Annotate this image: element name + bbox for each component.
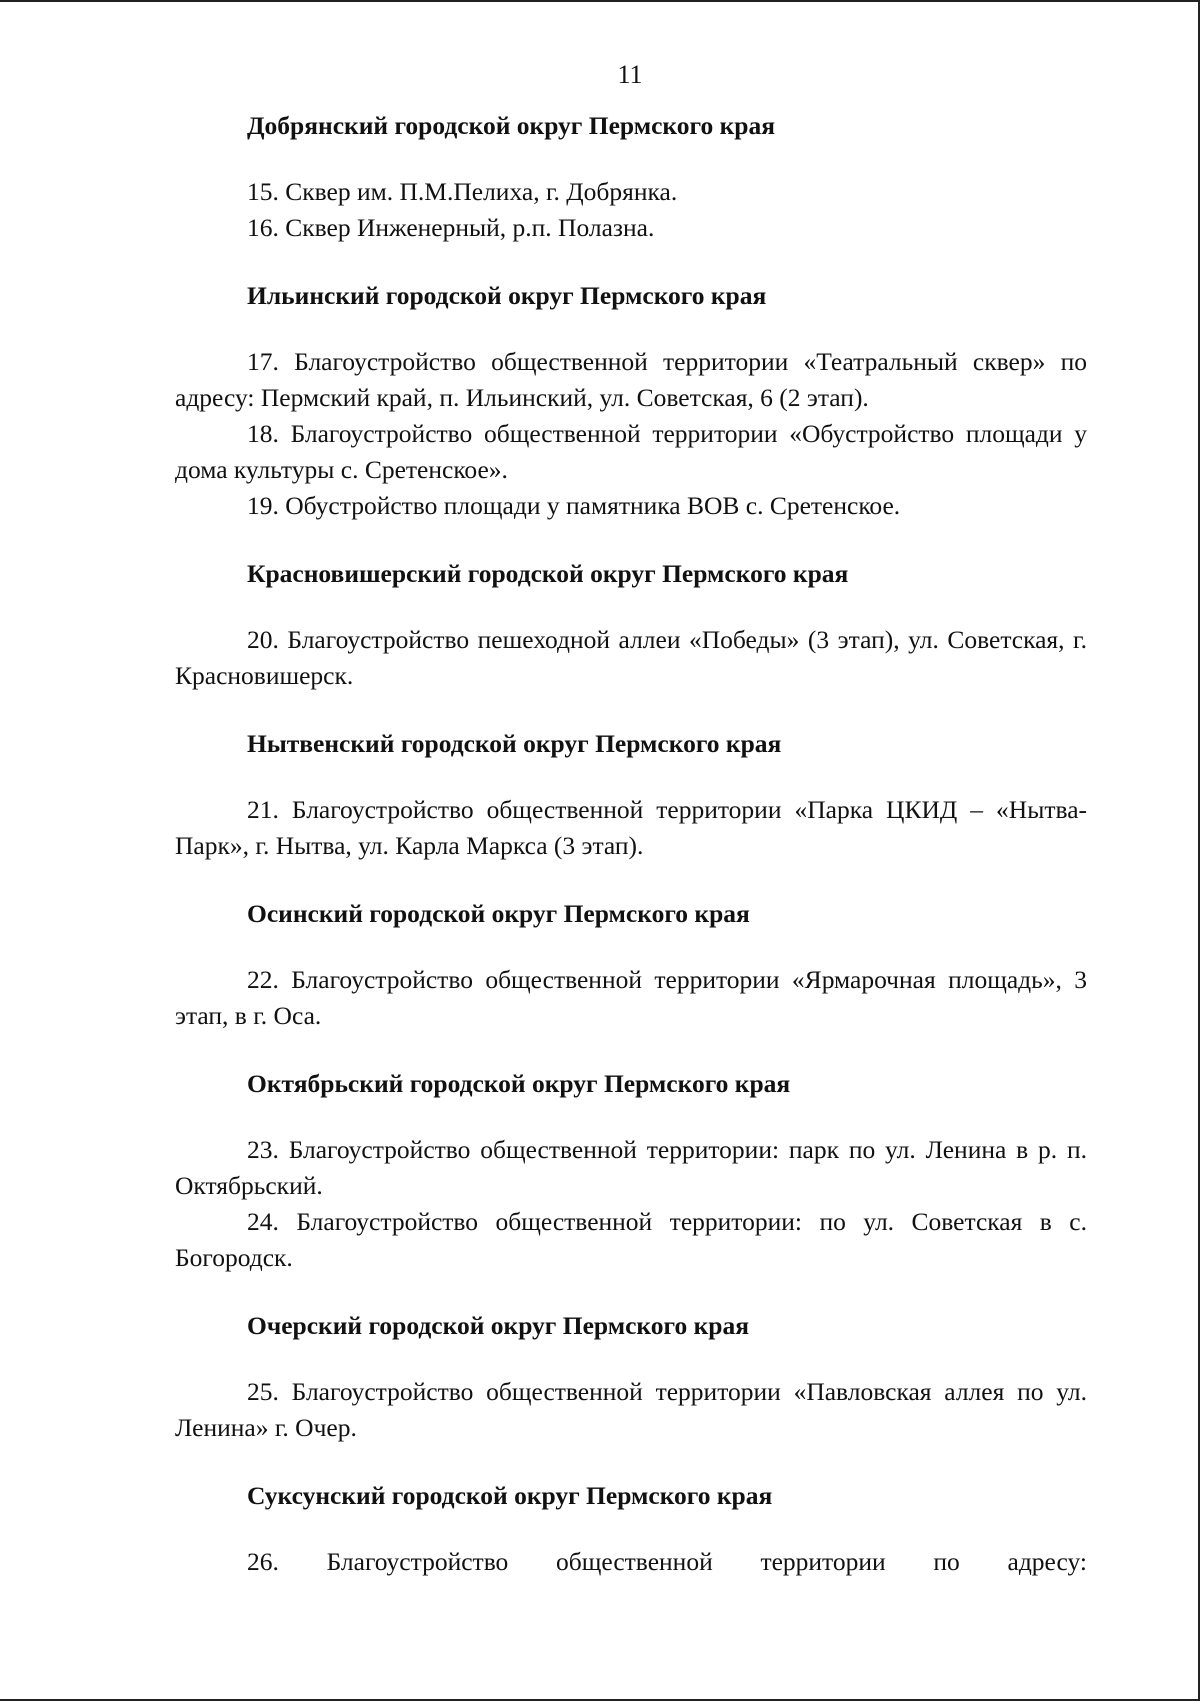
document-body: [175, 108, 1087, 1580]
list-item-16: 16. Сквер Инженерный, р.п. Полазна.: [247, 213, 655, 242]
section-heading-ochyor: Очерский городской округ Пермского края: [247, 1311, 749, 1340]
list-item-24: 24. Благоустройство общественной территории: по ул. Советская в с. Богородск.: [175, 1207, 1087, 1272]
section-heading-suksun: Суксунский городской округ Пермского края: [247, 1481, 773, 1510]
list-item-22: 22. Благоустройство общественной территории «Ярмарочная площадь», 3 этап, в г. Оса.: [175, 965, 1087, 1030]
list-item-18: 18. Благоустройство общественной территории «Обустройство площади у дома культуры с. Сретенское».: [175, 419, 1087, 484]
list-item-15: 15. Сквер им. П.М.Пелиха, г. Добрянка.: [247, 177, 678, 206]
list-item-20: 20. Благоустройство пешеходной аллеи «Победы» (3 этап), ул. Советская, г. Красновишерск.: [175, 625, 1087, 690]
page-number: 11: [617, 60, 643, 89]
section-heading-ilyinsky: Ильинский городской округ Пермского края: [247, 281, 767, 310]
list-item-19: 19. Обустройство площади у памятника ВОВ с. Сретенское.: [247, 491, 901, 520]
list-item-17: 17. Благоустройство общественной территории «Театральный сквер» по адресу: Пермский край, п. Ильинский, ул. Советская, 6 (2 этап).: [175, 347, 1087, 412]
list-item-23: 23. Благоустройство общественной территории: парк по ул. Ленина в р. п. Октябрьский.: [175, 1135, 1087, 1200]
section-heading-oktyabrsky: Октябрьский городской округ Пермского края: [247, 1069, 791, 1098]
section-heading-osa: Осинский городской округ Пермского края: [247, 899, 750, 928]
section-heading-dobryanka: Добрянский городской округ Пермского края: [247, 111, 775, 140]
list-item-21: 21. Благоустройство общественной территории «Парка ЦКИД – «Нытва-Парк», г. Нытва, ул. Карла Маркса (3 этап).: [175, 795, 1087, 860]
list-item-26: 26. Благоустройство общественной территории по адресу:: [247, 1547, 1087, 1576]
section-heading-krasnovishersk: Красновишерский городской округ Пермского края: [247, 559, 849, 588]
list-item-25: 25. Благоустройство общественной территории «Павловская аллея по ул. Ленина» г. Очер.: [175, 1377, 1087, 1442]
section-heading-nytva: Нытвенский городской округ Пермского края: [247, 729, 782, 758]
